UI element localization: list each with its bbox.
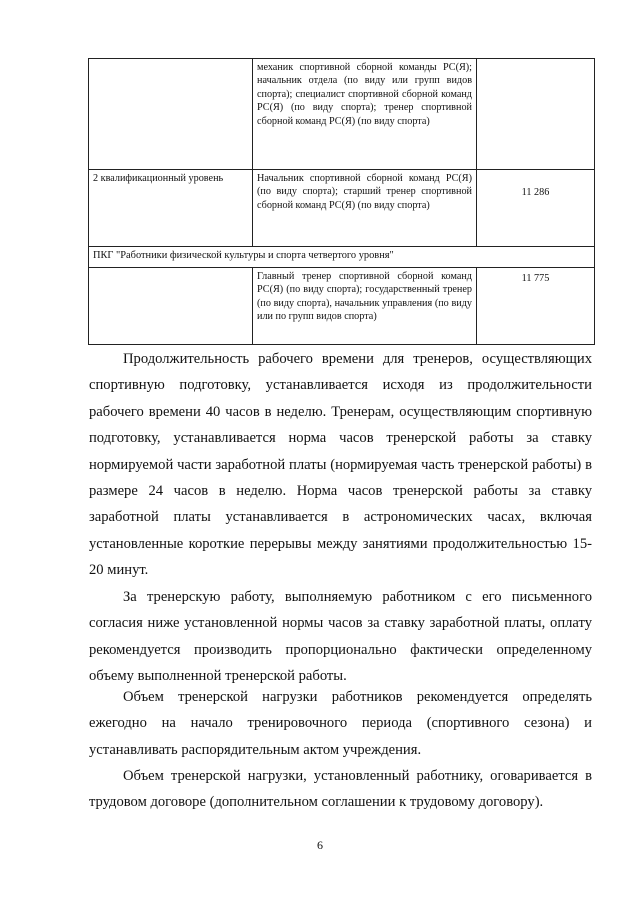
page-number: 6 (317, 838, 323, 852)
salary-amount-cell (477, 59, 595, 170)
body-paragraph: За тренерскую работу, выполняемую работником с его письменного согласия ниже установленной нормы часов за ставку заработной платы, оплату рекомендуется производить пропорционально фактически определенному объему выполненной тренерской работы. (89, 589, 592, 685)
body-paragraph: Объем тренерской нагрузки, установленный работнику, оговаривается в трудовом договоре (дополнительном соглашении к трудовому договору). (89, 768, 592, 811)
level-cell (89, 59, 253, 170)
table-row (89, 170, 595, 247)
positions-cell: Главный тренер спортивной сборной команд РС(Я) (по виду спорта); государственный тренер (по виду спорта), начальник управления (по виду или по групп видов спорта) (253, 268, 477, 345)
table-row (89, 59, 595, 170)
salary-amount-cell: 11 775 (477, 268, 595, 345)
level-cell (89, 268, 253, 345)
table-group-row (89, 247, 595, 268)
group-header-cell: ПКГ "Работники физической культуры и спорта четвертого уровня" (89, 247, 595, 268)
salary-table (88, 58, 595, 345)
body-paragraph: Объем тренерской нагрузки работников рекомендуется определять ежегодно на начало тренировочного периода (спортивного сезона) и устанавливать распорядительным актом учреждения. (89, 689, 592, 758)
positions-cell: Начальник спортивной сборной команд РС(Я) (по виду спорта); старший тренер спортивной сборной команд РС(Я) (по виду спорта) (253, 170, 477, 247)
salary-amount-cell: 11 286 (477, 170, 595, 247)
table-row (89, 268, 595, 345)
body-paragraph: Продолжительность рабочего времени для тренеров, осуществляющих спортивную подготовку, устанавливается исходя из продолжительности рабочего времени 40 часов в неделю. Тренерам, осуществляющим спортивную подготовку, устанавливается норма часов тренерской работы за ставку нормируемой части заработной платы (нормируемая часть тренерской работы) в размере 24 часов в неделю. Норма часов тренерской работы за ставку заработной платы устанавливается в астрономических часах, включая установленные короткие перерывы между занятиями продолжительностью 15-20 минут. (89, 351, 592, 579)
level-cell: 2 квалификационный уровень (89, 170, 253, 247)
positions-cell: механик спортивной сборной команды РС(Я); начальник отдела (по виду или групп видов спорта); специалист спортивной сборной команд РС(Я) (по виду спорта); тренер спортивной сборной команд РС(Я) (по виду спорта) (253, 59, 477, 170)
